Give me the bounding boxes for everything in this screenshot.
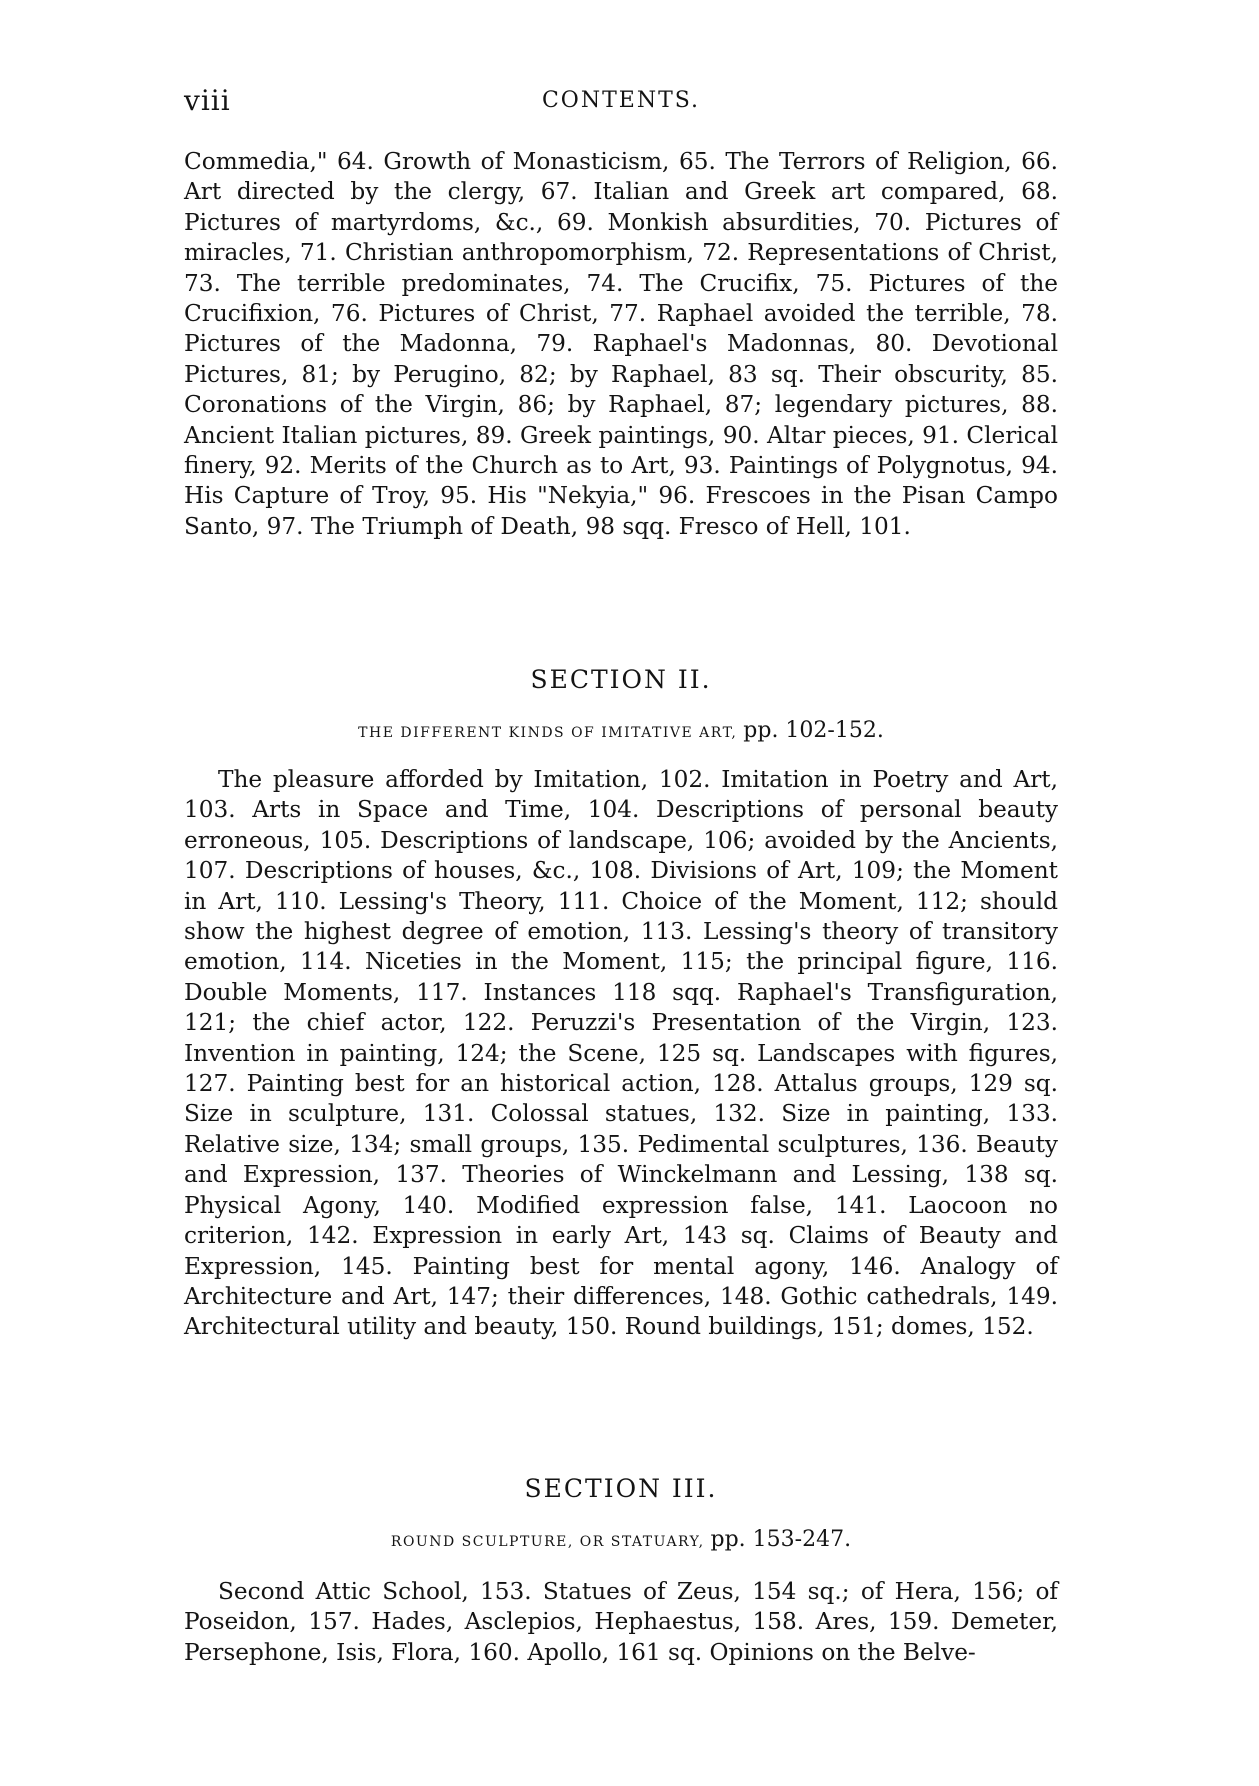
continued-contents-paragraph: Commedia," 64. Growth of Monasticism, 65. The Terrors of Religion, 66. Art directed by the clergy, 67. Italian and Greek art compared, 68. Pictures of martyrdoms, &c., 69. Monkish absurdities, 70. Pictures of miracles, 71. Christian anthropomorphism, 72. Representations of Christ, 73. The terrible predominates, 74. The Crucifix, 75. Pictures of the Crucifixion, 76. Pictures of Christ, 77. Raphael avoided the terrible, 78. Pictures of the Madonna, 79. Raphael's Madonnas, 80. Devotional Pictures, 81; by Perugino, 82; by Raphael, 83 sq. Their obscurity, 85. Coronations of the Virgin, 86; by Raphael, 87; legendary pictures, 88. Ancient Italian pictures, 89. Greek paintings, 90. Altar pieces, 91. Clerical finery, 92. Merits of the Church as to Art, 93. Paintings of Polygnotus, 94. His Capture of Troy, 95. His "Nekyia," 96. Frescoes in the Pisan Campo Santo, 97. The Triumph of Death, 98 sqq. Fresco of Hell, 101. [184, 148, 1058, 540]
page-number: viii [184, 84, 231, 117]
running-title: CONTENTS. [541, 88, 701, 113]
section-ii-contents: The pleasure afforded by Imitation, 102. Imitation in Poetry and Art, 103. Arts in Space and Time, 104. Descriptions of personal beauty erroneous, 105. Descriptions of landscape, 106; avoided by the Ancients, 107. Descriptions of houses, &c., 108. Divisions of Art, 109; the Moment in Art, 110. Lessing's Theory, 111. Choice of the Moment, 112; should show the highest degree of emotion, 113. Lessing's theory of transitory emotion, 114. Niceties in the Moment, 115; the principal figure, 116. Double Moments, 117. Instances 118 sqq. Raphael's Transfiguration, 121; the chief actor, 122. Peruzzi's Presentation of the Virgin, 123. Invention in painting, 124; the Scene, 125 sq. Landscapes with figures, 127. Painting best for an historical action, 128. Attalus groups, 129 sq. Size in sculpture, 131. Colossal statues, 132. Size in painting, 133. Relative size, 134; small groups, 135. Pedimental sculptures, 136. Beauty and Expression, 137. Theories of Winckelmann and Lessing, 138 sq. Physical Agony, 140. Modified expression false, 141. Laocoon no criterion, 142. Expression in early Art, 143 sq. Claims of Beauty and Expression, 145. Painting best for mental agony, 146. Analogy of Architecture and Art, 147; their differences, 148. Gothic cathedrals, 149. Architectural utility and beauty, 150. Round buildings, 151; domes, 152. [184, 766, 1058, 1341]
running-head [184, 84, 1058, 124]
section-iii-heading: SECTION III. [524, 1474, 718, 1503]
section-iii-contents: Second Attic School, 153. Statues of Zeus, 154 sq.; of Hera, 156; of Poseidon, 157. Hades, Asclepios, Hephaestus, 158. Ares, 159. Demeter, Persephone, Isis, Flora, 160. Apollo, 161 sq. Opinions on the Belve- [184, 1578, 1058, 1666]
section-ii-heading: SECTION II. [530, 665, 712, 694]
section-ii-title: THE DIFFERENT KINDS OF IMITATIVE ART, [358, 725, 738, 741]
section-ii-page-range: pp. 102-152. [743, 718, 884, 743]
section-ii-subtitle [184, 718, 1058, 743]
section-iii-page-range: pp. 153-247. [710, 1527, 852, 1552]
section-iii-title: ROUND SCULPTURE, OR STATUARY, [390, 1534, 705, 1550]
section-iii-subtitle [184, 1527, 1058, 1552]
